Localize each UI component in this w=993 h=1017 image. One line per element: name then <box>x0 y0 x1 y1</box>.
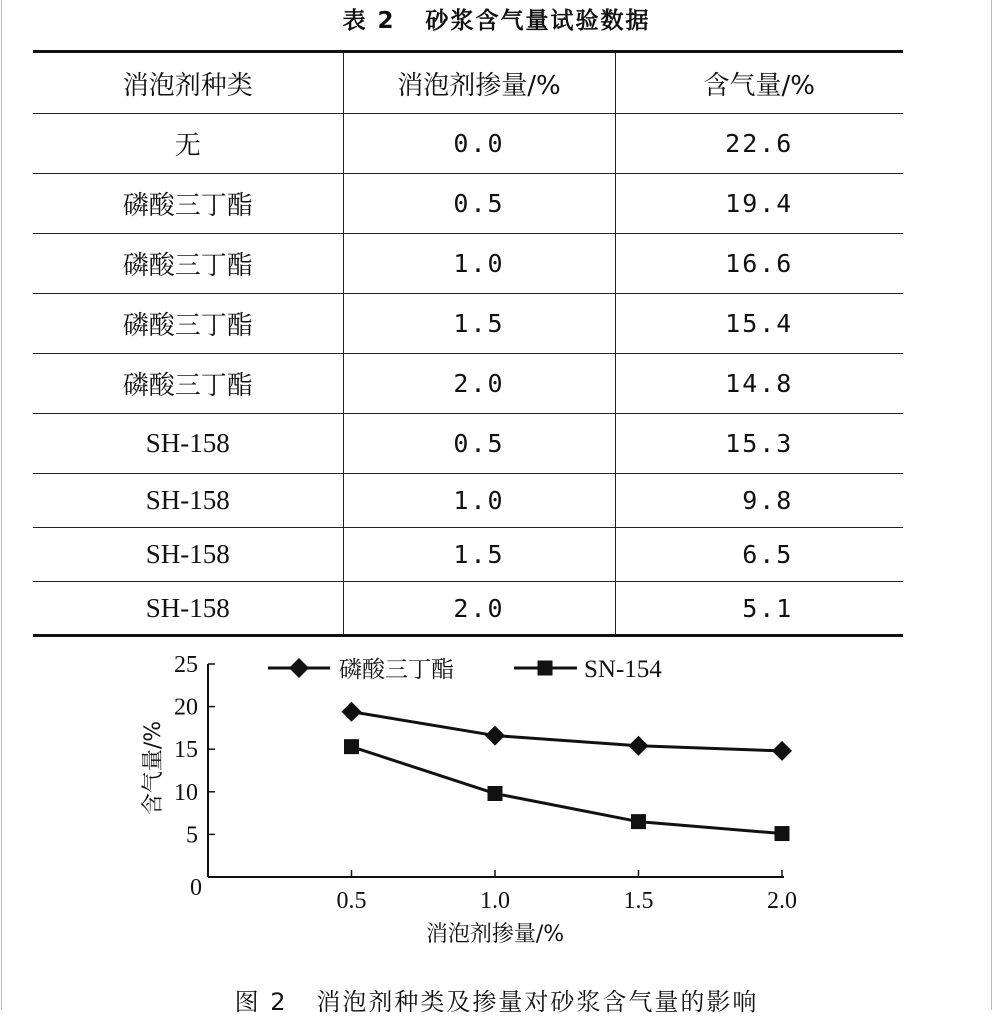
data-point-square <box>775 826 790 841</box>
series-line-1 <box>352 712 783 751</box>
data-point-square <box>631 814 646 829</box>
table-row <box>33 354 903 414</box>
cell-air-content: 16.6 <box>615 234 903 294</box>
x-tick-label: 1.5 <box>623 888 654 914</box>
y-tick-label: 15 <box>174 737 198 764</box>
y-tick-label: 0 <box>190 875 202 901</box>
cell-dosage: 0.0 <box>343 114 615 174</box>
table-row <box>33 474 903 528</box>
cell-defoamer-type: 磷酸三丁酯 <box>33 354 343 414</box>
table-row <box>33 174 903 234</box>
cell-dosage: 1.0 <box>343 474 615 528</box>
cell-defoamer-type: 磷酸三丁酯 <box>33 174 343 234</box>
y-tick-label: 10 <box>174 779 198 806</box>
table-row <box>33 414 903 474</box>
y-axis-title: 含气量/% <box>141 720 166 816</box>
data-point-square <box>488 786 503 801</box>
x-tick-label: 1.0 <box>480 888 510 914</box>
cell-dosage: 0.5 <box>343 414 615 474</box>
cell-dosage: 0.5 <box>343 174 615 234</box>
cell-defoamer-type: SH-158 <box>33 582 343 636</box>
x-axis-title: 消泡剂掺量/% <box>425 922 565 947</box>
data-point-diamond <box>629 736 649 756</box>
table-header-row <box>33 52 903 114</box>
y-tick-label: 20 <box>174 694 198 721</box>
cell-defoamer-type: 无 <box>33 114 343 174</box>
cell-air-content: 5.1 <box>615 582 903 636</box>
air-content-table <box>33 50 903 637</box>
data-point-square <box>344 739 359 754</box>
cell-dosage: 1.0 <box>343 234 615 294</box>
figure-caption: 图 2 消泡剂种类及掺量对砂浆含气量的影响 <box>234 988 759 1016</box>
x-tick-label: 0.5 <box>336 888 367 914</box>
cell-dosage: 1.5 <box>343 528 615 582</box>
table-row <box>33 114 903 174</box>
table-row <box>33 528 903 582</box>
legend-label: SN-154 <box>584 656 662 683</box>
cell-defoamer-type: SH-158 <box>33 474 343 528</box>
cell-dosage: 2.0 <box>343 354 615 414</box>
y-tick-label: 25 <box>174 652 198 678</box>
x-tick-label: 2.0 <box>767 888 797 914</box>
cell-defoamer-type: 磷酸三丁酯 <box>33 234 343 294</box>
cell-defoamer-type: SH-158 <box>33 414 343 474</box>
table-row <box>33 234 903 294</box>
series-line-2 <box>352 747 783 834</box>
data-point-diamond <box>772 741 792 761</box>
cell-air-content: 22.6 <box>615 114 903 174</box>
cell-air-content: 19.4 <box>615 174 903 234</box>
cell-air-content: 14.8 <box>615 354 903 414</box>
y-tick-label: 5 <box>186 822 198 849</box>
table-row <box>33 582 903 636</box>
header-defoamer-type: 消泡剂种类 <box>33 52 343 114</box>
cell-air-content: 15.3 <box>615 414 903 474</box>
cell-air-content: 9.8 <box>615 474 903 528</box>
data-point-diamond <box>342 702 362 722</box>
data-point-diamond <box>485 726 505 746</box>
cell-defoamer-type: SH-158 <box>33 528 343 582</box>
cell-air-content: 6.5 <box>615 528 903 582</box>
cell-air-content: 15.4 <box>615 294 903 354</box>
legend-marker-diamond <box>289 658 309 678</box>
legend-label: 磷酸三丁酯 <box>339 657 454 683</box>
table-title: 表 2 砂浆含气量试验数据 <box>342 8 651 34</box>
legend-marker-square <box>538 661 553 676</box>
cell-defoamer-type: 磷酸三丁酯 <box>33 294 343 354</box>
table-row <box>33 294 903 354</box>
header-dosage: 消泡剂掺量/% <box>343 52 615 114</box>
cell-dosage: 1.5 <box>343 294 615 354</box>
header-air-content: 含气量/% <box>615 52 903 114</box>
air-content-chart <box>0 640 993 980</box>
cell-dosage: 2.0 <box>343 582 615 636</box>
